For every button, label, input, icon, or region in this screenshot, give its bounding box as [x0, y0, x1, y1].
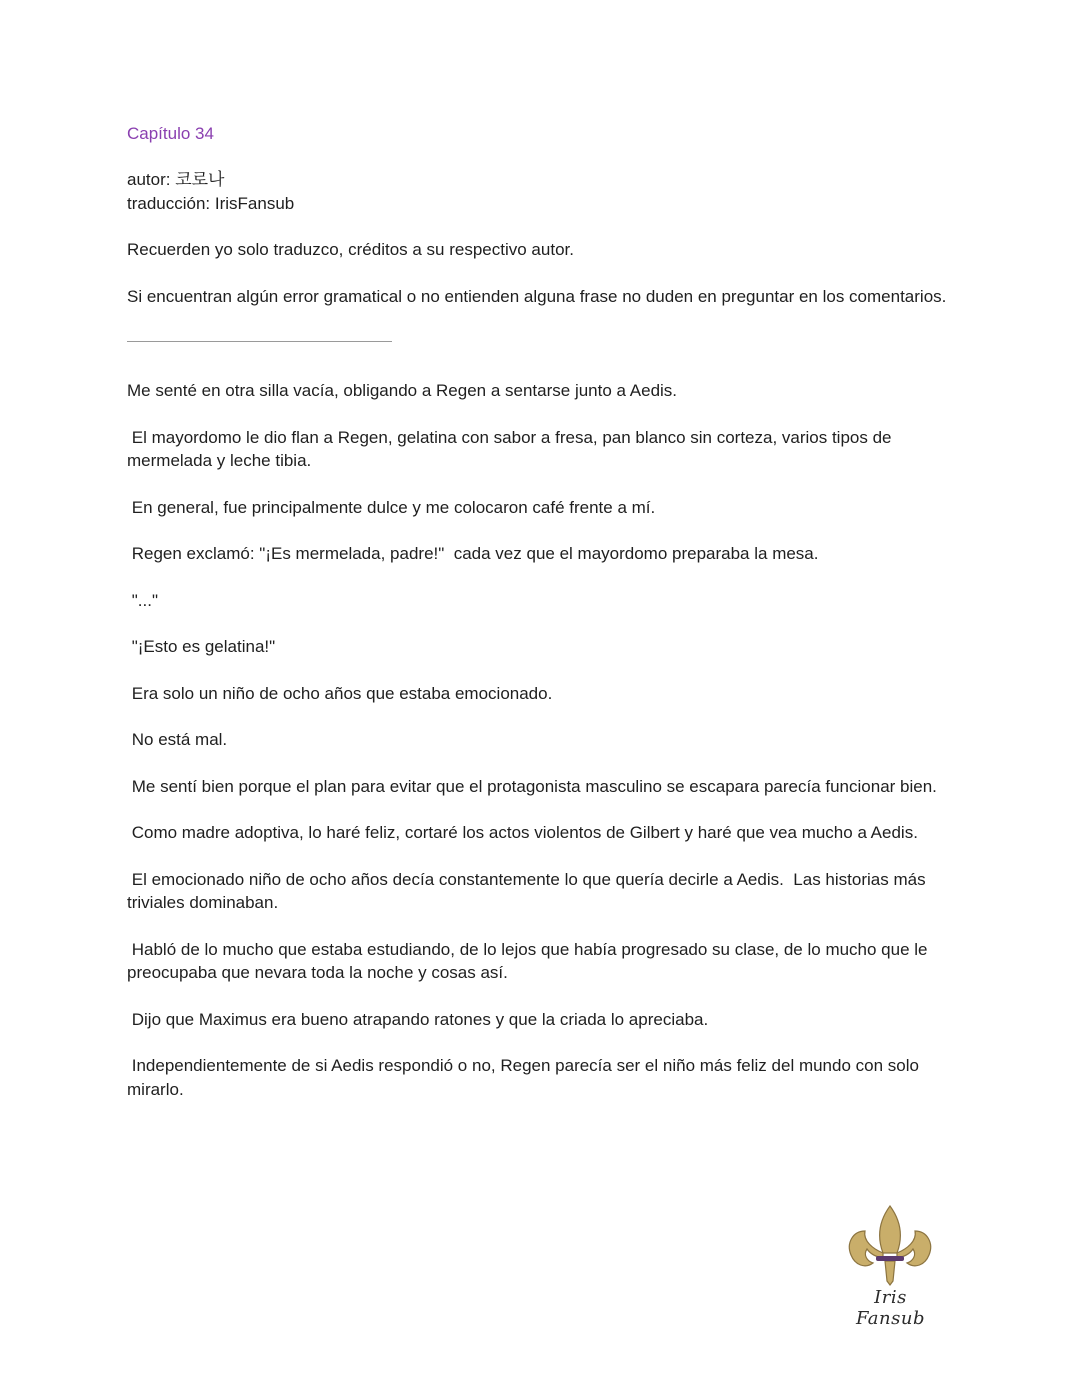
document-page — [127, 122, 957, 1124]
story-paragraph: El emocionado niño de ocho años decía constantemente lo que quería decirle a Aedis. Las historias más triviales dominaban. — [127, 869, 931, 912]
story-paragraph: Como madre adoptiva, lo haré feliz, cortaré los actos violentos de Gilbert y haré que vea mucho a Aedis. — [127, 823, 918, 842]
story-paragraph: Regen exclamó: "¡Es mermelada, padre!" cada vez que el mayordomo preparaba la mesa. — [127, 544, 819, 563]
translator-notes — [127, 238, 957, 308]
story-paragraph: Me senté en otra silla vacía, obligando a Regen a sentarse junto a Aedis. — [127, 381, 678, 400]
iris-fansub-logo — [843, 1203, 938, 1329]
story-paragraph: No está mal. — [127, 730, 228, 749]
story-body — [127, 379, 957, 1101]
story-paragraph: El mayordomo le dio flan a Regen, gelatina con sabor a fresa, pan blanco sin corteza, varios tipos de mermelada y leche tibia. — [127, 427, 897, 470]
story-paragraph: "¡Esto es gelatina!" — [127, 637, 276, 656]
story-paragraph: En general, fue principalmente dulce y me colocaron café frente a mí. — [127, 497, 656, 517]
story-paragraph: Me sentí bien porque el plan para evitar que el protagonista masculino se escapara parecía funcionar bien. — [127, 776, 937, 796]
story-paragraph: Independientemente de si Aedis respondió o no, Regen parecía ser el niño más feliz del mundo con solo mirarlo. — [127, 1056, 924, 1099]
credits — [127, 168, 957, 215]
author-line: autor: 코로나 — [127, 170, 225, 189]
story-paragraph: Habló de lo mucho que estaba estudiando, de lo lejos que había progresado su clase, de lo mucho que le preocupaba que nevara toda la noche y cosas así. — [127, 939, 933, 982]
note-paragraph: Recuerden yo solo traduzco, créditos a su respectivo autor. — [127, 240, 574, 259]
note-paragraph: Si encuentran algún error gramatical o no entienden alguna frase no duden en preguntar en los comentarios. — [127, 286, 947, 306]
logo-text: Iris Fansub — [856, 1287, 925, 1329]
story-paragraph: "..." — [127, 590, 158, 610]
chapter-title: Capítulo 34 — [127, 124, 214, 143]
translation-line: traducción: IrisFansub — [127, 193, 295, 213]
story-paragraph: Dijo que Maximus era bueno atrapando ratones y que la criada lo apreciaba. — [127, 1009, 709, 1029]
separator-line — [127, 341, 392, 342]
story-paragraph: Era solo un niño de ocho años que estaba emocionado. — [127, 683, 553, 703]
fleur-de-lis-icon — [843, 1203, 938, 1288]
